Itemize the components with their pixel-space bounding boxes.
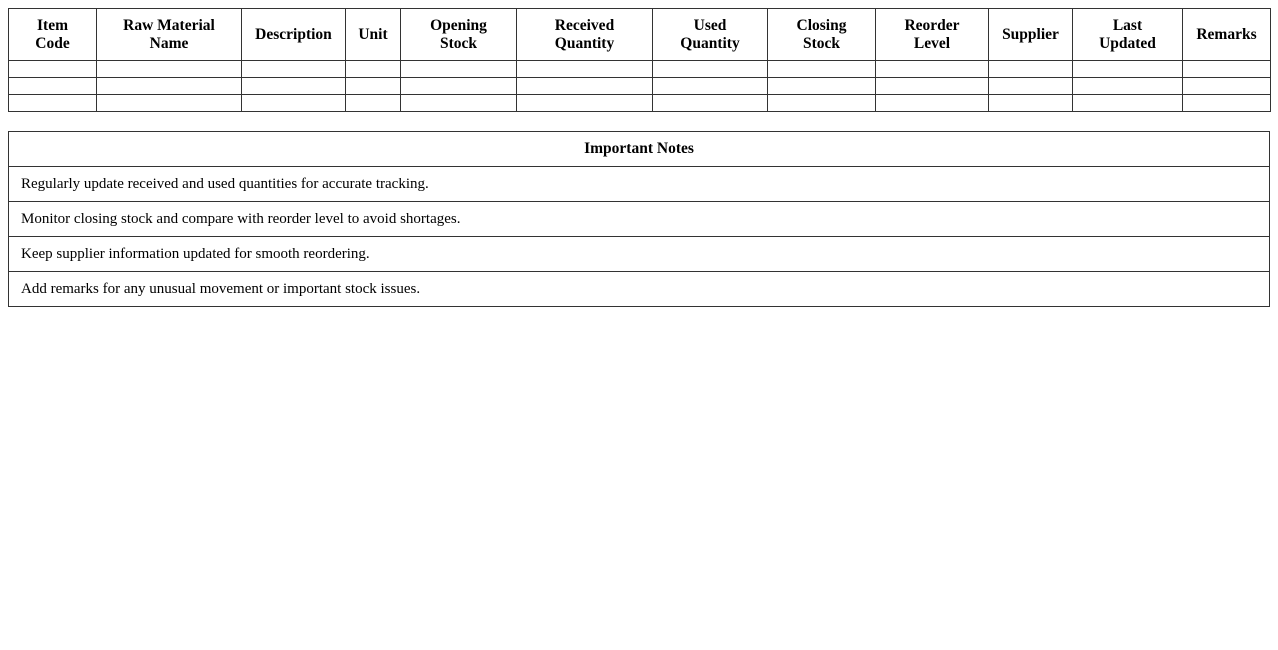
- header-raw-material-name: [97, 9, 242, 61]
- table-cell[interactable]: [653, 61, 768, 78]
- table-cell[interactable]: [9, 78, 97, 95]
- header-description: [242, 9, 346, 61]
- header-received-quantity: [517, 9, 653, 61]
- note-row: [9, 202, 1270, 237]
- header-label: Updated: [1099, 34, 1156, 52]
- table-cell[interactable]: [768, 78, 876, 95]
- table-cell[interactable]: [242, 61, 346, 78]
- table-cell[interactable]: [517, 78, 653, 95]
- header-label: Supplier: [1002, 25, 1059, 43]
- table-cell[interactable]: [989, 78, 1073, 95]
- table-row: [9, 78, 1271, 95]
- table-cell[interactable]: [242, 78, 346, 95]
- note-row: [9, 167, 1270, 202]
- table-cell[interactable]: [401, 78, 517, 95]
- table-cell[interactable]: [653, 95, 768, 112]
- header-label: Last: [1112, 16, 1143, 34]
- table-cell[interactable]: [1183, 78, 1271, 95]
- header-label: Item: [37, 16, 68, 34]
- table-cell[interactable]: [1183, 61, 1271, 78]
- header-unit: [346, 9, 401, 61]
- header-item-code: [9, 9, 97, 61]
- table-cell[interactable]: [989, 61, 1073, 78]
- header-label: Closing: [796, 16, 847, 34]
- header-label: Reorder: [904, 16, 960, 34]
- table-cell[interactable]: [876, 61, 989, 78]
- note-item: Add remarks for any unusual movement or important stock issues.: [9, 272, 1270, 307]
- table-cell[interactable]: [876, 78, 989, 95]
- important-notes-table: [8, 131, 1270, 307]
- table-cell[interactable]: [517, 61, 653, 78]
- table-cell[interactable]: [9, 95, 97, 112]
- header-label: Code: [35, 34, 70, 52]
- table-cell[interactable]: [1073, 61, 1183, 78]
- note-item: Regularly update received and used quantities for accurate tracking.: [9, 167, 1270, 202]
- table-cell[interactable]: [97, 61, 242, 78]
- table-cell[interactable]: [346, 78, 401, 95]
- table-cell[interactable]: [242, 95, 346, 112]
- table-cell[interactable]: [768, 95, 876, 112]
- header-label: Used: [693, 16, 727, 34]
- table-row: [9, 95, 1271, 112]
- header-label: Stock: [439, 34, 478, 52]
- header-label: Stock: [802, 34, 841, 52]
- table-cell[interactable]: [768, 61, 876, 78]
- raw-material-stock-table: [8, 8, 1271, 112]
- header-last-updated: [1073, 9, 1183, 61]
- header-label: Name: [149, 34, 189, 52]
- header-label: Description: [255, 25, 332, 43]
- header-label: Raw Material: [123, 16, 215, 34]
- table-cell[interactable]: [1073, 95, 1183, 112]
- header-label: Remarks: [1196, 25, 1257, 43]
- header-supplier: [989, 9, 1073, 61]
- table-cell[interactable]: [653, 78, 768, 95]
- header-label: Level: [913, 34, 951, 52]
- header-label: Opening: [430, 16, 487, 34]
- table-row: [9, 61, 1271, 78]
- header-used-quantity: [653, 9, 768, 61]
- table-cell[interactable]: [97, 95, 242, 112]
- header-remarks: [1183, 9, 1271, 61]
- table-cell[interactable]: [1073, 78, 1183, 95]
- notes-title: Important Notes: [9, 132, 1270, 167]
- table-cell[interactable]: [346, 61, 401, 78]
- note-row: [9, 237, 1270, 272]
- notes-header-row: [9, 132, 1270, 167]
- header-label: Unit: [358, 25, 388, 43]
- header-label: Quantity: [554, 34, 615, 52]
- header-reorder-level: [876, 9, 989, 61]
- note-item: Keep supplier information updated for smooth reordering.: [9, 237, 1270, 272]
- note-row: [9, 272, 1270, 307]
- table-cell[interactable]: [989, 95, 1073, 112]
- table-cell[interactable]: [97, 78, 242, 95]
- table-cell[interactable]: [876, 95, 989, 112]
- table-cell[interactable]: [1183, 95, 1271, 112]
- header-opening-stock: [401, 9, 517, 61]
- note-item: Monitor closing stock and compare with reorder level to avoid shortages.: [9, 202, 1270, 237]
- header-label: Received: [554, 16, 615, 34]
- header-row: [9, 9, 1271, 61]
- table-cell[interactable]: [9, 61, 97, 78]
- header-label: Quantity: [680, 34, 740, 52]
- table-cell[interactable]: [401, 95, 517, 112]
- table-cell[interactable]: [517, 95, 653, 112]
- header-closing-stock: [768, 9, 876, 61]
- table-cell[interactable]: [401, 61, 517, 78]
- table-cell[interactable]: [346, 95, 401, 112]
